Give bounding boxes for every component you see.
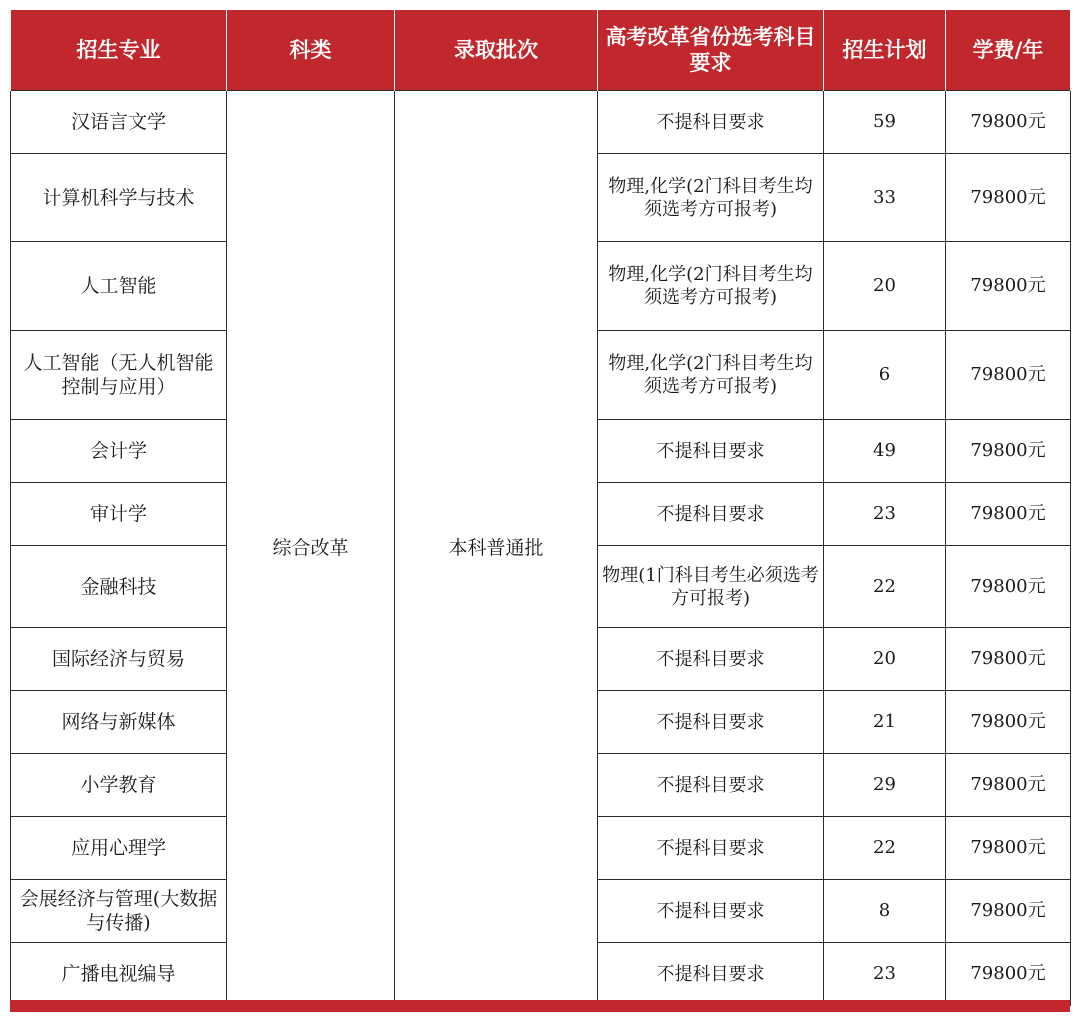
tuition-cell: 79800元 — [946, 943, 1071, 1006]
major-cell: 审计学 — [11, 483, 227, 546]
subject-requirement-cell: 不提科目要求 — [598, 817, 824, 880]
major-cell: 应用心理学 — [11, 817, 227, 880]
plan-cell: 59 — [824, 91, 946, 154]
major-cell: 金融科技 — [11, 546, 227, 628]
major-cell: 人工智能（无人机智能控制与应用） — [11, 331, 227, 420]
header-major: 招生专业 — [11, 10, 227, 91]
subject-requirement-cell: 不提科目要求 — [598, 483, 824, 546]
tuition-cell: 79800元 — [946, 691, 1071, 754]
major-cell: 汉语言文学 — [11, 91, 227, 154]
plan-cell: 21 — [824, 691, 946, 754]
plan-cell: 22 — [824, 817, 946, 880]
major-cell: 会展经济与管理(大数据与传播) — [11, 880, 227, 943]
plan-cell: 22 — [824, 546, 946, 628]
plan-cell: 23 — [824, 943, 946, 1006]
major-cell: 计算机科学与技术 — [11, 154, 227, 242]
subject-requirement-cell: 不提科目要求 — [598, 880, 824, 943]
major-cell: 网络与新媒体 — [11, 691, 227, 754]
major-cell: 广播电视编导 — [11, 943, 227, 1006]
tuition-cell: 79800元 — [946, 242, 1071, 331]
batch-cell: 本科普通批 — [395, 91, 598, 1006]
header-enrollment-plan: 招生计划 — [824, 10, 946, 91]
header-tuition: 学费/年 — [946, 10, 1071, 91]
plan-cell: 8 — [824, 880, 946, 943]
subject-requirement-cell: 物理,化学(2门科目考生均须选考方可报考) — [598, 331, 824, 420]
plan-cell: 29 — [824, 754, 946, 817]
header-category: 科类 — [227, 10, 395, 91]
tuition-cell: 79800元 — [946, 331, 1071, 420]
tuition-cell: 79800元 — [946, 817, 1071, 880]
major-cell: 会计学 — [11, 420, 227, 483]
subject-requirement-cell: 不提科目要求 — [598, 943, 824, 1006]
table-header-row — [11, 10, 1071, 91]
header-subject-requirement: 高考改革省份选考科目要求 — [598, 10, 824, 91]
tuition-cell: 79800元 — [946, 628, 1071, 691]
major-cell: 小学教育 — [11, 754, 227, 817]
plan-cell: 20 — [824, 242, 946, 331]
subject-requirement-cell: 不提科目要求 — [598, 691, 824, 754]
bottom-accent-bar — [10, 1000, 1070, 1012]
major-cell: 人工智能 — [11, 242, 227, 331]
tuition-cell: 79800元 — [946, 880, 1071, 943]
tuition-cell: 79800元 — [946, 483, 1071, 546]
tuition-cell: 79800元 — [946, 91, 1071, 154]
subject-requirement-cell: 不提科目要求 — [598, 91, 824, 154]
tuition-cell: 79800元 — [946, 546, 1071, 628]
tuition-cell: 79800元 — [946, 420, 1071, 483]
subject-requirement-cell: 物理,化学(2门科目考生均须选考方可报考) — [598, 242, 824, 331]
subject-requirement-cell: 物理,化学(2门科目考生均须选考方可报考) — [598, 154, 824, 242]
plan-cell: 20 — [824, 628, 946, 691]
subject-requirement-cell: 不提科目要求 — [598, 754, 824, 817]
plan-cell: 6 — [824, 331, 946, 420]
subject-requirement-cell: 物理(1门科目考生必须选考方可报考) — [598, 546, 824, 628]
plan-cell: 33 — [824, 154, 946, 242]
category-cell: 综合改革 — [227, 91, 395, 1006]
tuition-cell: 79800元 — [946, 754, 1071, 817]
major-cell: 国际经济与贸易 — [11, 628, 227, 691]
header-batch: 录取批次 — [395, 10, 598, 91]
admissions-table — [10, 10, 1071, 1006]
tuition-cell: 79800元 — [946, 154, 1071, 242]
subject-requirement-cell: 不提科目要求 — [598, 420, 824, 483]
table-row — [11, 91, 1071, 154]
plan-cell: 49 — [824, 420, 946, 483]
plan-cell: 23 — [824, 483, 946, 546]
subject-requirement-cell: 不提科目要求 — [598, 628, 824, 691]
